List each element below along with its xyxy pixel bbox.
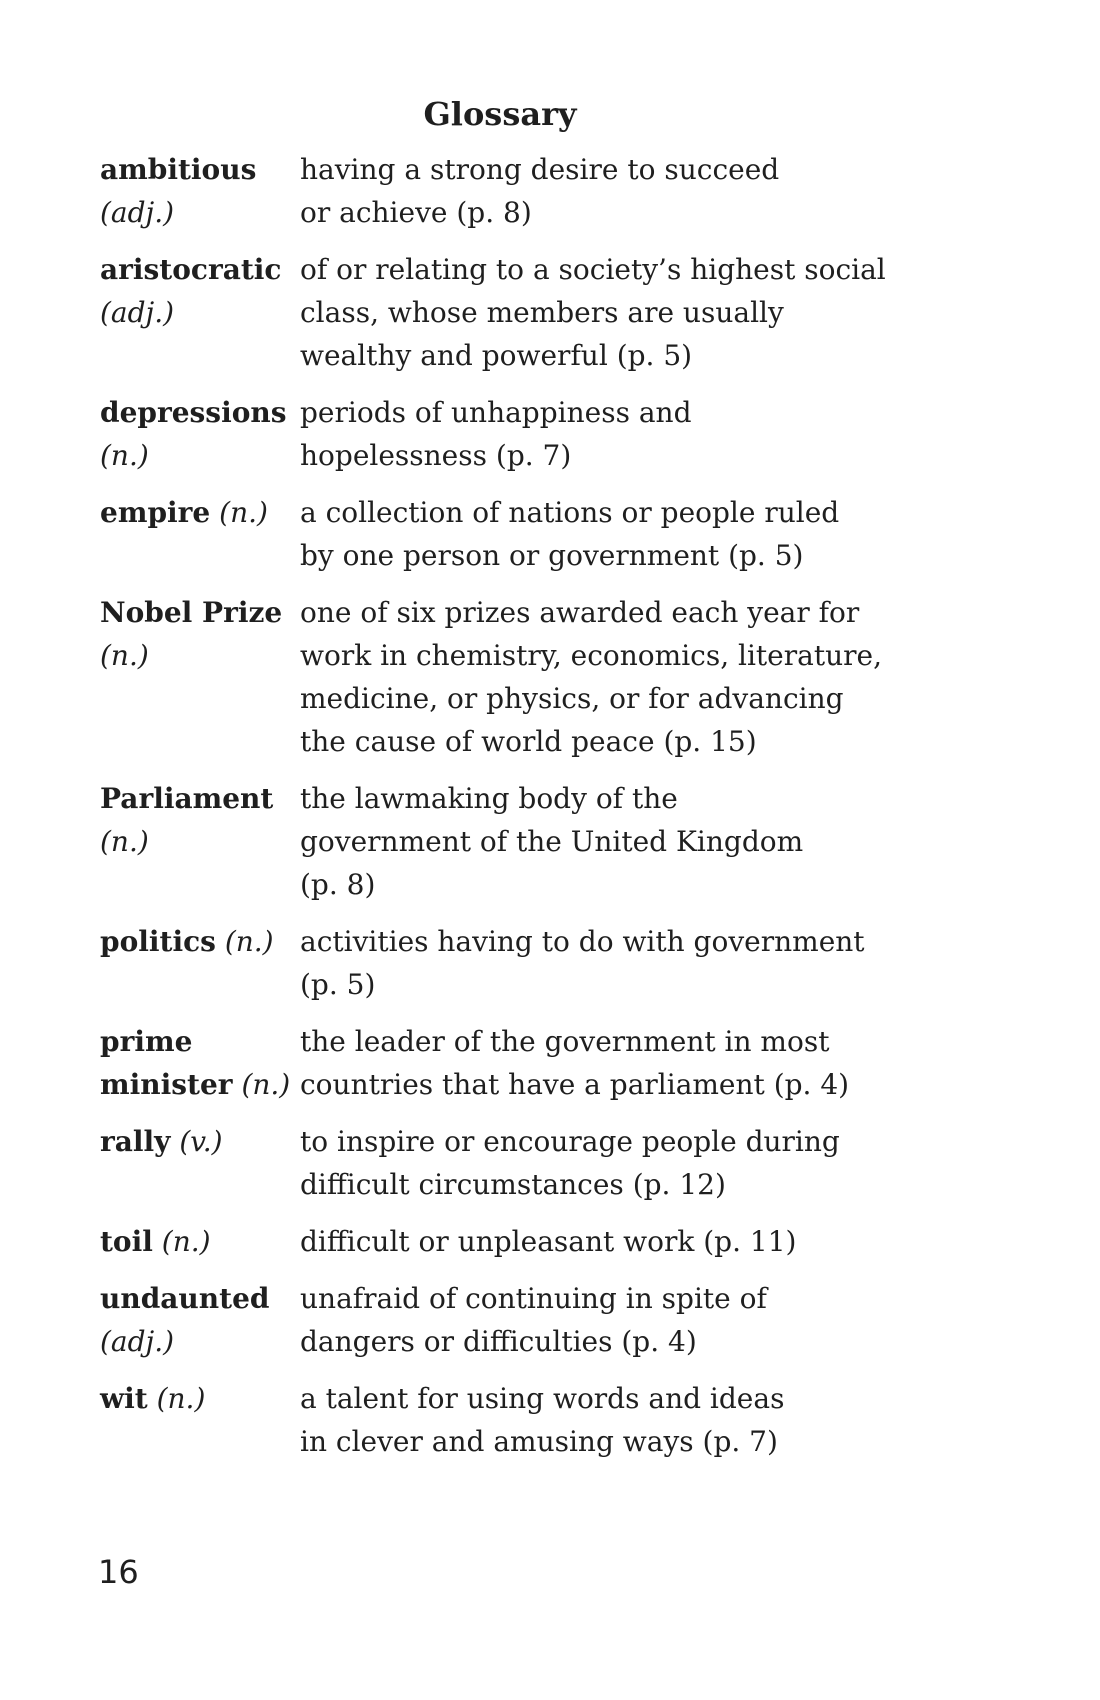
glossary-definition <box>300 148 960 234</box>
definition-line: hopelessness (p. 7) <box>300 439 572 472</box>
glossary-definition <box>300 391 960 477</box>
glossary-term <box>100 148 300 234</box>
glossary-entry <box>100 591 980 763</box>
part-of-speech: (n.) <box>100 439 149 472</box>
glossary-definition <box>300 1120 960 1206</box>
glossary-entry <box>100 1277 980 1363</box>
glossary-term <box>100 920 300 1006</box>
glossary-definition <box>300 777 960 906</box>
glossary-term <box>100 1277 300 1363</box>
part-of-speech: (n.) <box>161 1225 211 1258</box>
part-of-speech: (n.) <box>156 1382 206 1415</box>
glossary-term <box>100 777 300 906</box>
glossary-definition <box>300 248 960 377</box>
glossary-term <box>100 391 300 477</box>
definition-line: one of six prizes awarded each year for <box>300 596 860 629</box>
term-word: wit <box>100 1382 148 1415</box>
part-of-speech: (n.) <box>219 496 268 529</box>
definition-line: the lawmaking body of the <box>300 782 678 815</box>
glossary-term <box>100 248 300 377</box>
term-word: depressions <box>100 396 287 429</box>
term-word: minister <box>100 1068 233 1101</box>
definition-line: of or relating to a society’s highest social <box>300 253 886 286</box>
glossary-entry <box>100 1120 980 1206</box>
definition-line: work in chemistry, economics, literature, <box>300 639 882 672</box>
definition-line: difficult or unpleasant work (p. 11) <box>300 1225 797 1258</box>
glossary-entry <box>100 248 980 377</box>
definition-line: countries that have a parliament (p. 4) <box>300 1068 850 1101</box>
term-word: undaunted <box>100 1282 270 1315</box>
definition-line: unafraid of continuing in spite of <box>300 1282 767 1315</box>
term-word: politics <box>100 925 216 958</box>
glossary-term <box>100 1220 300 1263</box>
part-of-speech: (n.) <box>100 825 149 858</box>
term-word: Parliament <box>100 782 274 815</box>
term-word: empire <box>100 496 211 529</box>
definition-line: a talent for using words and ideas <box>300 1382 785 1415</box>
definition-line: having a strong desire to succeed <box>300 153 780 186</box>
definition-line: government of the United Kingdom <box>300 825 804 858</box>
glossary-term <box>100 1020 300 1106</box>
glossary-entry <box>100 491 980 577</box>
glossary-entry <box>100 391 980 477</box>
definition-line: in clever and amusing ways (p. 7) <box>300 1425 778 1458</box>
definition-line: by one person or government (p. 5) <box>300 539 804 572</box>
glossary-entry <box>100 777 980 906</box>
definition-line: the leader of the government in most <box>300 1025 830 1058</box>
part-of-speech: (adj.) <box>100 296 175 329</box>
glossary-list <box>100 148 980 1477</box>
glossary-entry <box>100 1220 980 1263</box>
definition-line: periods of unhappiness and <box>300 396 692 429</box>
part-of-speech: (adj.) <box>100 1325 175 1358</box>
glossary-definition <box>300 1377 960 1463</box>
definition-line: activities having to do with government <box>300 925 865 958</box>
definition-line: or achieve (p. 8) <box>300 196 532 229</box>
glossary-term <box>100 1120 300 1206</box>
term-word: aristocratic <box>100 253 282 286</box>
part-of-speech: (n.) <box>241 1068 291 1101</box>
glossary-definition <box>300 1020 960 1106</box>
page-number: 16 <box>98 1553 139 1591</box>
glossary-entry <box>100 1377 980 1463</box>
glossary-term <box>100 491 300 577</box>
part-of-speech: (n.) <box>224 925 274 958</box>
page-title: Glossary <box>423 95 577 133</box>
glossary-definition <box>300 591 960 763</box>
definition-line: wealthy and powerful (p. 5) <box>300 339 693 372</box>
glossary-definition <box>300 920 960 1006</box>
definition-line: medicine, or physics, or for advancing <box>300 682 844 715</box>
glossary-term <box>100 591 300 763</box>
definition-line: (p. 8) <box>300 868 376 901</box>
glossary-entry <box>100 148 980 234</box>
term-word: toil <box>100 1225 153 1258</box>
glossary-term <box>100 1377 300 1463</box>
glossary-entry <box>100 920 980 1006</box>
part-of-speech: (n.) <box>100 639 149 672</box>
definition-line: class, whose members are usually <box>300 296 784 329</box>
definition-line: (p. 5) <box>300 968 376 1001</box>
term-word: prime <box>100 1025 193 1058</box>
glossary-definition <box>300 491 960 577</box>
term-word: ambitious <box>100 153 257 186</box>
definition-line: the cause of world peace (p. 15) <box>300 725 757 758</box>
part-of-speech: (v.) <box>179 1125 223 1158</box>
glossary-definition <box>300 1220 960 1263</box>
definition-line: to inspire or encourage people during <box>300 1125 840 1158</box>
definition-line: dangers or difficulties (p. 4) <box>300 1325 697 1358</box>
term-word: rally <box>100 1125 171 1158</box>
part-of-speech: (adj.) <box>100 196 175 229</box>
glossary-entry <box>100 1020 980 1106</box>
definition-line: difficult circumstances (p. 12) <box>300 1168 726 1201</box>
definition-line: a collection of nations or people ruled <box>300 496 840 529</box>
term-word: Nobel Prize <box>100 596 283 629</box>
glossary-definition <box>300 1277 960 1363</box>
